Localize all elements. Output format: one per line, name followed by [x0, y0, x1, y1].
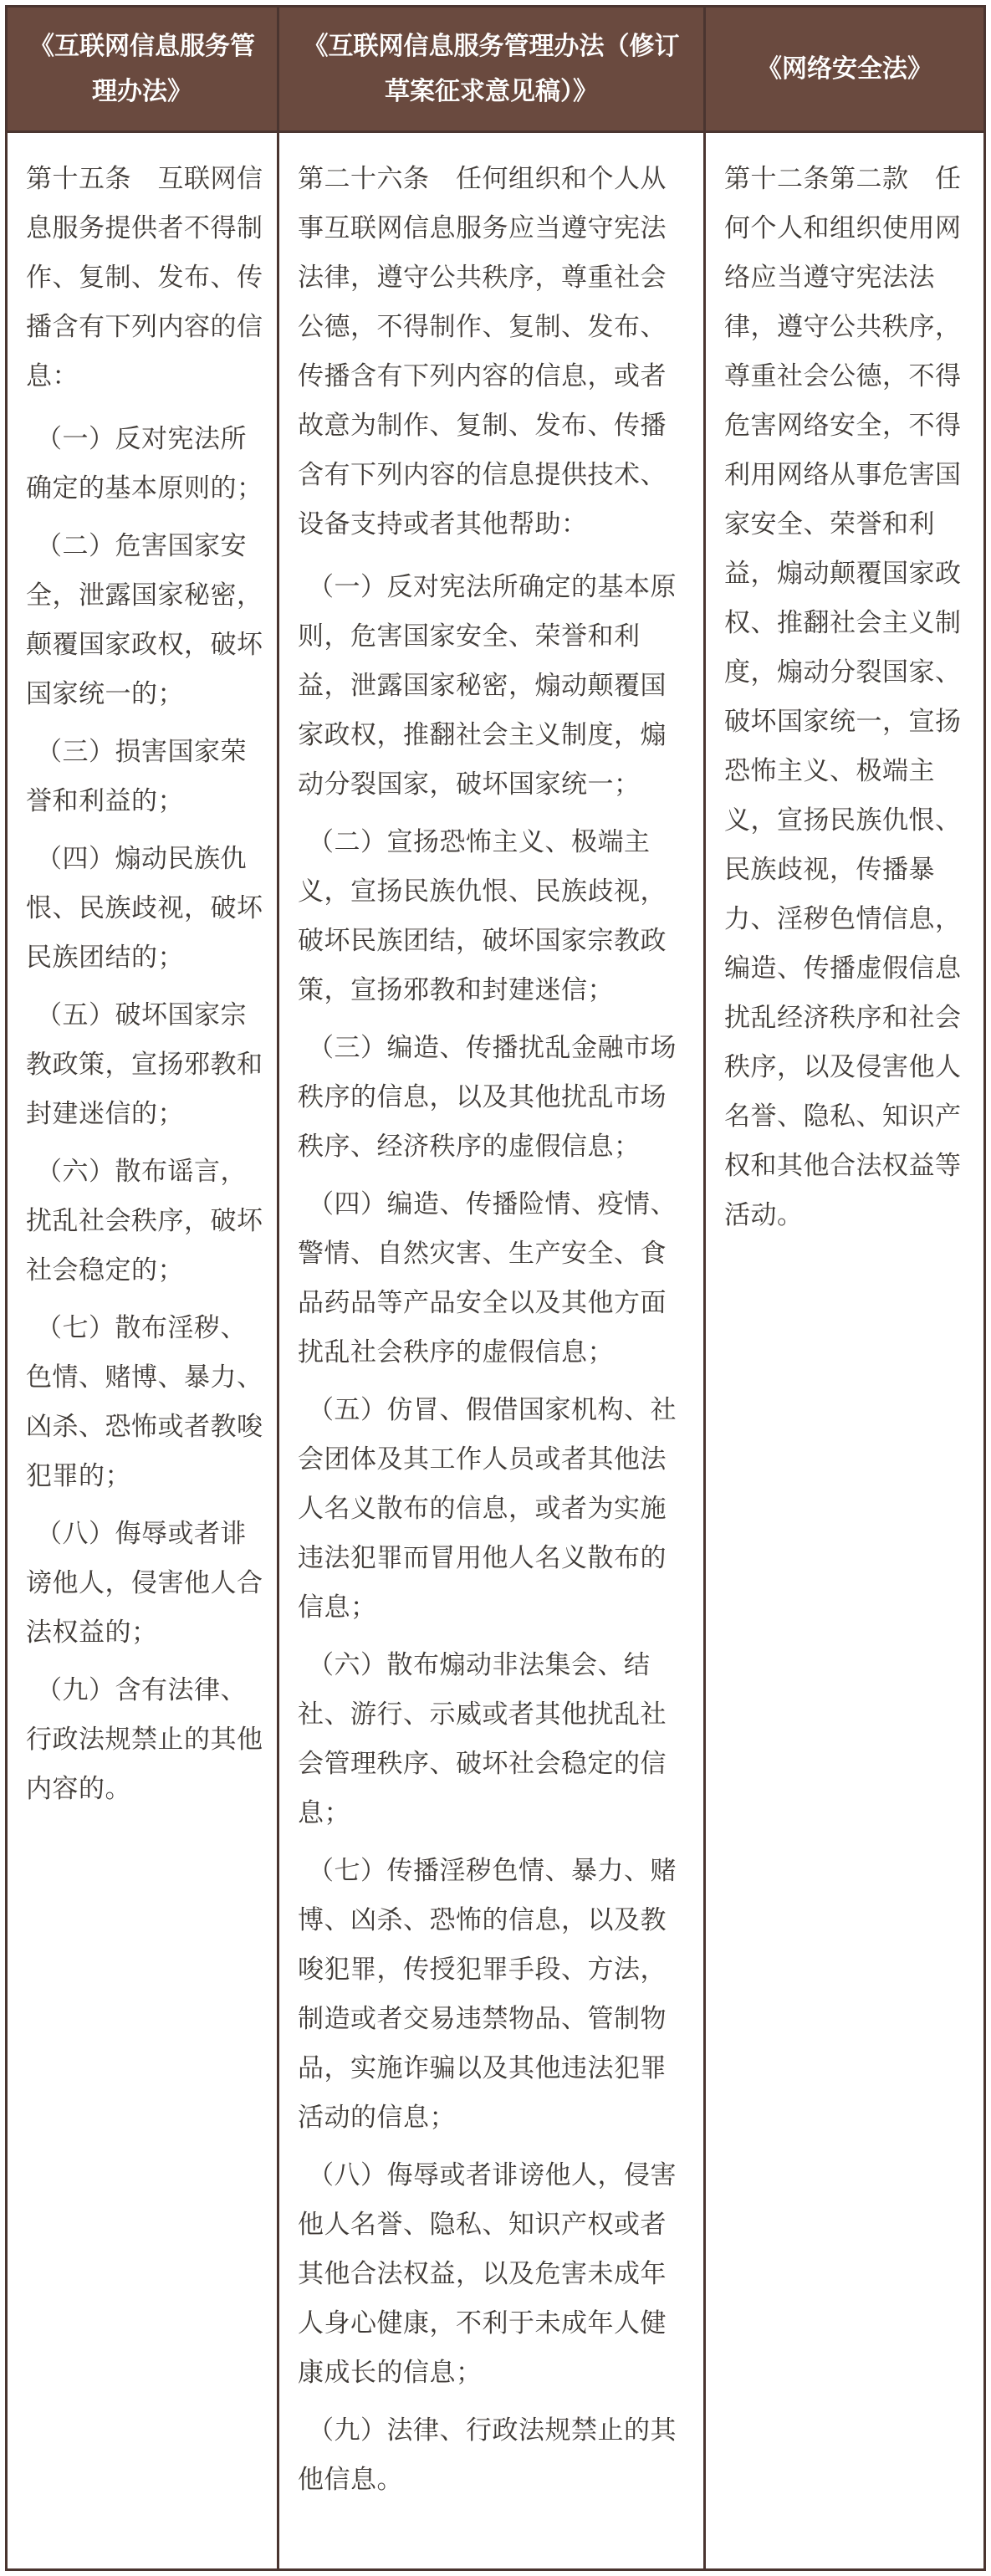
column-body-3	[703, 133, 983, 2568]
list-item: （八）侮辱或者诽谤他人，侵害他人名誉、隐私、知识产权或者其他合法权益，以及危害未成年人身心健康，不利于未成年人健康成长的信息；	[298, 2160, 677, 2388]
article-intro: 第十二条第二款 任何个人和组织使用网络应当遵守宪法法律，遵守公共秩序，尊重社会公德，不得危害网络安全，不得利用网络从事危害国家安全、荣誉和利益，煽动颠覆国家政权、推翻社会主义制度，煽动分裂国家、破坏国家统一，宣扬恐怖主义、极端主义，宣扬民族仇恨、民族歧视，传播暴力、淫秽色情信息，编造、传播虚假信息扰乱经济秩序和社会秩序，以及侵害他人名誉、隐私、知识产权和其他合法权益等活动。	[724, 164, 962, 1230]
article-intro: 第十五条 互联网信息服务提供者不得制作、复制、发布、传播含有下列内容的信息：	[26, 164, 263, 391]
list-item: （九）法律、行政法规禁止的其他信息。	[298, 2415, 677, 2495]
list-item: （五）仿冒、假借国家机构、社会团体及其工作人员或者其他法人名义散布的信息，或者为实施违法犯罪而冒用他人名义散布的信息；	[298, 1395, 677, 1623]
list-item: （四）煽动民族仇恨、民族歧视，破坏民族团结的；	[26, 844, 263, 973]
column-header-3: 《网络安全法》	[703, 8, 983, 133]
column-body-1	[8, 133, 277, 2568]
list-item: （三）编造、传播扰乱金融市场秩序的信息，以及其他扰乱市场秩序、经济秩序的虚假信息；	[298, 1033, 677, 1162]
list-item: （六）散布谣言，扰乱社会秩序，破坏社会稳定的；	[26, 1157, 263, 1285]
list-item: （八）侮辱或者诽谤他人，侵害他人合法权益的；	[26, 1519, 263, 1648]
list-item: （三）损害国家荣誉和利益的；	[26, 737, 247, 816]
list-item: （五）破坏国家宗教政策，宣扬邪教和封建迷信的；	[26, 1000, 263, 1129]
list-item: （二）宣扬恐怖主义、极端主义，宣扬民族仇恨、民族歧视，破坏民族团结，破坏国家宗教政策，宣扬邪教和封建迷信；	[298, 827, 667, 1005]
article-intro: 第二十六条 任何组织和个人从事互联网信息服务应当遵守宪法法律，遵守公共秩序，尊重社会公德，不得制作、复制、发布、传播含有下列内容的信息，或者故意为制作、复制、发布、传播含有下列内容的信息提供技术、设备支持或者其他帮助：	[298, 164, 667, 539]
column-header-1: 《互联网信息服务管理办法》	[8, 8, 277, 133]
list-item: （四）编造、传播险情、疫情、警情、自然灾害、生产安全、食品药品等产品安全以及其他方面扰乱社会秩序的虚假信息；	[298, 1189, 677, 1367]
list-item: （二）危害国家安全，泄露国家秘密，颠覆国家政权，破坏国家统一的；	[26, 531, 263, 709]
list-item: （一）反对宪法所确定的基本原则的；	[26, 424, 263, 503]
list-item: （九）含有法律、行政法规禁止的其他内容的。	[26, 1675, 263, 1804]
column-header-2: 《互联网信息服务管理办法（修订草案征求意见稿）》	[277, 8, 703, 133]
list-item: （七）散布淫秽、色情、赌博、暴力、凶杀、恐怖或者教唆犯罪的；	[26, 1313, 263, 1491]
list-item: （七）传播淫秽色情、暴力、赌博、凶杀、恐怖的信息，以及教唆犯罪，传授犯罪手段、方法，制造或者交易违禁物品、管制物品，实施诈骗以及其他违法犯罪活动的信息；	[298, 1856, 677, 2133]
comparison-table	[5, 5, 986, 2571]
list-item: （一）反对宪法所确定的基本原则，危害国家安全、荣誉和利益，泄露国家秘密，煽动颠覆国家政权，推翻社会主义制度，煽动分裂国家，破坏国家统一；	[298, 572, 677, 800]
column-body-2	[277, 133, 703, 2568]
list-item: （六）散布煽动非法集会、结社、游行、示威或者其他扰乱社会管理秩序、破坏社会稳定的信息；	[298, 1650, 667, 1828]
